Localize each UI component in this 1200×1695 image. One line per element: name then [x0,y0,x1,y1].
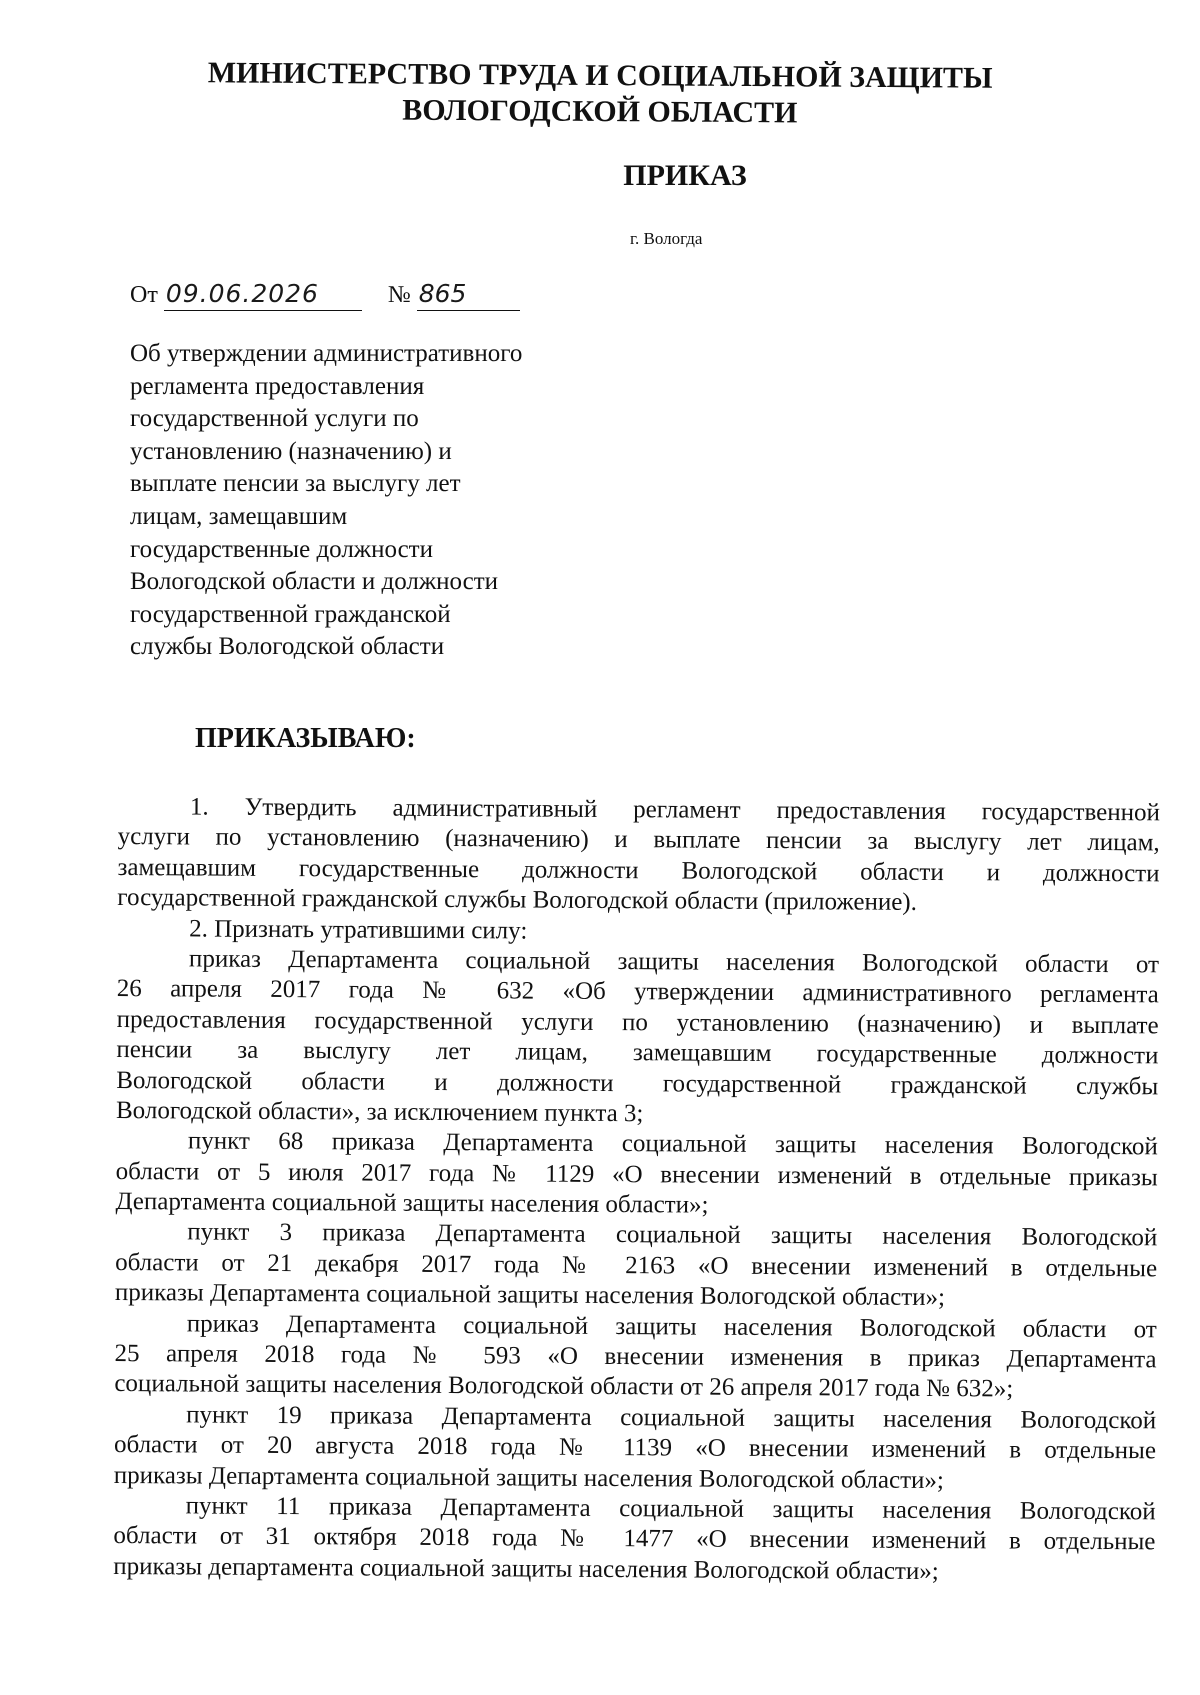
body-line: Департамента социальной защиты населения области»; [115,1188,709,1219]
subject-line: выплате пенсии за выслугу лет [130,470,461,498]
subject-line: Об утверждении административного [130,340,523,367]
city-label: г. Вологда [630,229,703,248]
body-line: области от 5 июля 2017 года № 1129 «О внесении изменений в отдельные приказы [115,1157,1158,1192]
document-type-title: ПРИКАЗ [623,159,747,192]
body-line: области от 21 декабря 2017 года № 2163 «О внесении изменений в отдельные [115,1248,1158,1283]
ministry-name-line-2: ВОЛОГОДСКОЙ ОБЛАСТИ [402,93,798,130]
body-line: 26 апреля 2017 года № 632 «Об утверждении административного регламента [116,975,1159,1009]
body-line: Вологодской области и должности государственной гражданской службы [116,1066,1159,1100]
body-line: 1. Утвердить административный регламент предоставления государственной [189,793,1160,827]
body-line: предоставления государственной услуги по установлению (назначению) и выплате [116,1005,1159,1040]
order-word: ПРИКАЗЫВАЮ: [195,723,416,754]
body-line: приказ Департамента социальной защиты населения Вологодской области от [186,1310,1157,1343]
subject-line: регламента предоставления [130,372,425,400]
handwritten-date: 09.06.2026 [164,278,362,311]
body-line: социальной защиты населения Вологодской области от 26 апреля 2017 года № 632»; [114,1370,1014,1403]
body-line: пункт 68 приказа Департамента социальной защиты населения Вологодской [187,1127,1158,1161]
subject-line: государственной услуги по [130,405,419,433]
body-line: 2. Признать утратившими силу: [189,915,528,945]
number-prefix: № [387,282,411,308]
body-line: Вологодской области», за исключением пункта 3; [115,1096,644,1128]
body-line: приказы департамента социальной защиты населения Вологодской области»; [113,1552,939,1585]
date-prefix: От [130,282,158,308]
body-text [113,792,1160,1589]
subject-line: лицам, замещавшим [130,502,348,530]
body-line: области от 31 октября 2018 года № 1477 «О внесении изменений в отдельные [113,1522,1156,1556]
registration-line [130,278,520,311]
subject-block [130,338,600,664]
subject-line: Вологодской области и должности [130,568,499,596]
body-line: области от 20 августа 2018 года № 1139 «О внесении изменений в отдельные [113,1431,1157,1465]
body-line: приказ Департамента социальной защиты населения Вологодской области от [188,945,1160,979]
ministry-header [120,55,1080,134]
body-line: приказы Департамента социальной защиты населения Вологодской области»; [113,1461,944,1494]
body-line: пункт 19 приказа Департамента социальной защиты населения Вологодской [186,1401,1157,1435]
subject-line: службы Вологодской области [130,633,445,661]
ministry-name-line-1: МИНИСТЕРСТВО ТРУДА И СОЦИАЛЬНОЙ ЗАЩИТЫ [207,56,993,95]
handwritten-number: 865 [417,278,520,311]
body-line: государственной гражданской службы Вологодской области (приложение). [117,884,918,917]
body-line: пункт 3 приказа Департамента социальной защиты населения Вологодской [187,1218,1158,1252]
body-line: пункт 11 приказа Департамента социальной защиты населения Вологодской [185,1492,1156,1526]
subject-line: государственные должности [130,535,433,563]
body-line: приказы Департамента социальной защиты населения Вологодской области»; [114,1279,946,1312]
body-line: услуги по установлению (назначению) и выплате пенсии за выслугу лет лицам, [117,823,1160,857]
body-line: замещавшим государственные должности Вологодской области и должности [117,853,1160,888]
subject-line: установлению (назначению) и [130,437,452,465]
body-line: 25 апреля 2018 года № 593 «О внесении изменения в приказ Департамента [114,1340,1157,1374]
body-line: пенсии за выслугу лет лицам, замещавшим государственные должности [116,1036,1159,1070]
subject-line: государственной гражданской [130,600,451,628]
